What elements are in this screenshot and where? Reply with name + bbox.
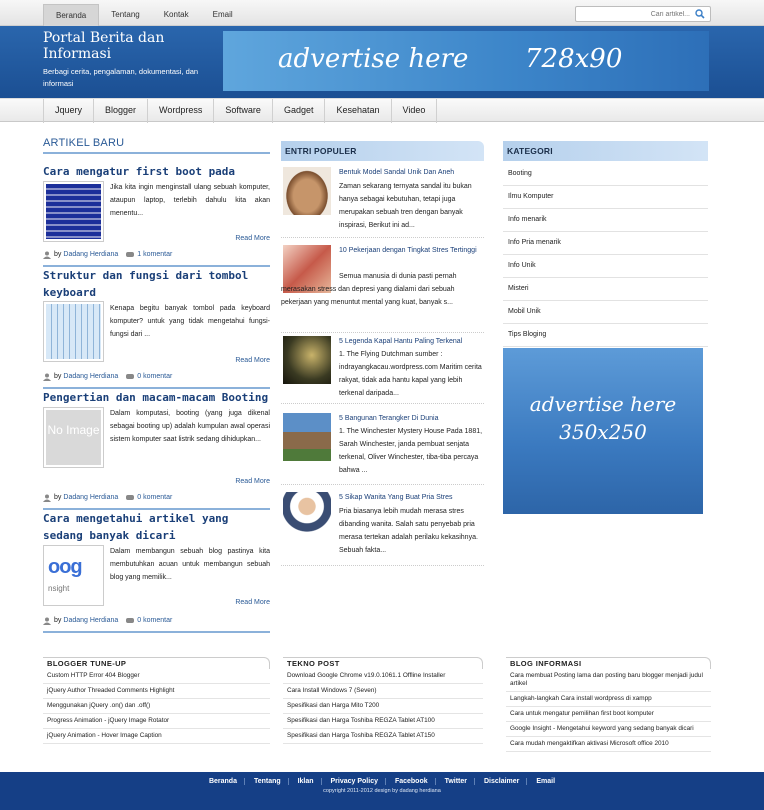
popular-post-excerpt: 1. The Winchester Mystery House Pada 1881, Sarah Winchester, janda pembuat senjata terkenal, Oliver Winchester, tiba-tiba percaya bahwa ... xyxy=(339,428,483,474)
popular-post-item xyxy=(281,241,484,333)
post-thumbnail-no-image[interactable] xyxy=(43,407,104,468)
site-tagline: Berbagi cerita, pengalaman, dokumentasi, dan informasi xyxy=(43,67,199,88)
category-heading: KATEGORI xyxy=(503,141,708,161)
post-item xyxy=(43,267,270,387)
footer-link-iklan[interactable]: Iklan xyxy=(291,778,322,785)
category-nav xyxy=(43,99,437,123)
footer-widget-link[interactable]: Spesifikasi dan Harga Toshiba REGZA Tablet AT150 xyxy=(283,729,483,744)
category-link[interactable]: Mobil Unik xyxy=(503,301,708,324)
post-title[interactable]: Cara mengatur first boot pada xyxy=(43,165,236,178)
category-nav-bar xyxy=(0,98,764,122)
popular-post-item xyxy=(281,332,484,404)
user-icon xyxy=(43,494,51,502)
search-box xyxy=(575,6,711,22)
post-excerpt: Jika kita ingin menginstall ulang sebuah komputer, ataupun laptop, terlebih dahulu kita akan menentu... xyxy=(110,184,270,217)
thumb-logo-subtext: nsight xyxy=(48,584,70,593)
by-label: by xyxy=(54,617,62,624)
footer-widget-link[interactable]: Spesifikasi dan Harga Mito T200 xyxy=(283,699,483,714)
popular-thumbnail-haunted-house[interactable] xyxy=(283,413,331,461)
popular-post-title[interactable]: 10 Pekerjaan dengan Tingkat Stres Tertinggi xyxy=(339,247,477,254)
post-meta xyxy=(43,251,270,267)
popular-post-item xyxy=(281,488,484,566)
ad-side-size: 350x250 xyxy=(559,420,647,444)
read-more-link[interactable]: Read More xyxy=(235,599,270,606)
catnav-wordpress[interactable]: Wordpress xyxy=(148,99,214,123)
author-link[interactable]: Dadang Herdiana xyxy=(63,494,119,501)
footer-widget-link[interactable]: Menggunakan jQuery .on() dan .off() xyxy=(43,699,270,714)
catnav-gadget[interactable]: Gadget xyxy=(273,99,326,123)
catnav-kesehatan[interactable]: Kesehatan xyxy=(325,99,391,123)
footer-widget-link[interactable]: Google Insight - Mengetahui keyword yang sedang banyak dicari xyxy=(506,722,711,737)
post-excerpt: Kenapa begitu banyak tombol pada keyboard komputer? untuk yang tidak mengetahui fungsi-fungsi dari ... xyxy=(110,305,270,338)
post-meta xyxy=(43,494,270,510)
user-icon xyxy=(43,251,51,259)
footer-widget-link[interactable]: jQuery Author Threaded Comments Highlight xyxy=(43,684,270,699)
footer-widget-link[interactable]: Progress Animation - jQuery Image Rotator xyxy=(43,714,270,729)
post-item xyxy=(43,163,270,283)
ad-banner-text: advertise here xyxy=(278,44,469,74)
site-header xyxy=(0,26,764,98)
popular-post-item xyxy=(281,163,484,238)
by-label: by xyxy=(54,373,62,380)
footer-widget-blog-informasi xyxy=(506,657,711,752)
author-link[interactable]: Dadang Herdiana xyxy=(63,251,119,258)
popular-post-excerpt: Pria biasanya lebih mudah merasa stres dibanding wanita. Salah satu penyebab pria merasa tertekan adalah perilaku kekasihnya. Sebuah fakta... xyxy=(339,508,478,554)
category-link[interactable]: Tips Bloging xyxy=(503,324,708,347)
by-label: by xyxy=(54,494,62,501)
top-nav xyxy=(43,4,245,26)
category-list xyxy=(503,161,708,347)
footer-link-twitter[interactable]: Twitter xyxy=(438,778,475,785)
site-title[interactable]: Portal Berita dan Informasi xyxy=(43,30,165,62)
user-icon xyxy=(43,373,51,381)
footer-widget-link[interactable]: Cara untuk mengatur pemilihan first boot komputer xyxy=(506,707,711,722)
read-more-link[interactable]: Read More xyxy=(235,235,270,242)
footer-widget-blogger-tuneup xyxy=(43,657,270,744)
topnav-beranda[interactable]: Beranda xyxy=(43,4,99,26)
topnav-tentang[interactable]: Tentang xyxy=(111,10,140,19)
footer-nav xyxy=(0,778,764,785)
post-thumbnail-bios[interactable] xyxy=(43,181,104,242)
search-icon[interactable] xyxy=(695,9,705,19)
recent-articles-heading: ARTIKEL BARU xyxy=(43,137,270,154)
post-title[interactable]: Pengertian dan macam-macam Booting xyxy=(43,391,269,404)
category-link[interactable]: Ilmu Komputer xyxy=(503,186,708,209)
popular-post-item xyxy=(281,409,484,485)
ad-banner-size: 728x90 xyxy=(525,44,623,74)
comment-count[interactable]: 1 komentar xyxy=(137,251,173,258)
footer-link-email[interactable]: Email xyxy=(536,778,556,785)
topnav-email[interactable]: Email xyxy=(212,10,233,19)
popular-thumbnail-ghost-ship[interactable] xyxy=(283,336,331,384)
author-link[interactable]: Dadang Herdiana xyxy=(63,617,119,624)
no-image-placeholder: No Image xyxy=(46,410,101,465)
popular-posts-column xyxy=(281,141,484,554)
post-excerpt: Dalam komputasi, booting (yang juga dikenal sebagai booting up) adalah kumpulan awal operasi sistem komputer saat listrik sedang dihidupkan... xyxy=(110,410,270,443)
popular-post-excerpt: Zaman sekarang ternyata sandal itu bukan hanya sebagai kebutuhan, tetapi juga merupakan sebuah tren dengan banyak inspirasi, Berikut ini ad... xyxy=(339,183,472,229)
popular-post-title[interactable]: 5 Sikap Wanita Yang Buat Pria Stres xyxy=(339,494,453,501)
footer-widget-link[interactable]: Custom HTTP Error 404 Blogger xyxy=(43,669,270,684)
post-excerpt: Dalam membangun sebuah blog pastinya kita membutuhkan acuan untuk membangun sebuah blog yang memilik... xyxy=(110,548,270,581)
comment-icon xyxy=(126,617,134,625)
post-meta xyxy=(43,373,270,389)
top-bar xyxy=(0,0,764,26)
read-more-link[interactable]: Read More xyxy=(235,478,270,485)
ad-banner-350x250[interactable] xyxy=(503,348,703,514)
footer-widget-link[interactable]: Cara Install Windows 7 (Seven) xyxy=(283,684,483,699)
footer-widget-tekno-post xyxy=(283,657,483,744)
category-link[interactable]: Misteri xyxy=(503,278,708,301)
popular-posts-heading: ENTRI POPULER xyxy=(281,141,484,161)
post-title[interactable]: Cara mengetahui artikel yang sedang banyak dicari xyxy=(43,512,229,542)
popular-post-title[interactable]: 5 Legenda Kapal Hantu Paling Terkenal xyxy=(339,338,463,345)
post-title[interactable]: Struktur dan fungsi dari tombol keyboard xyxy=(43,269,249,299)
category-column xyxy=(503,141,708,347)
site-footer xyxy=(0,772,764,810)
popular-post-excerpt: 1. The Flying Dutchman sumber : indrayangkacau.wordpress.com Maritim cerita rakyat, tidak ada hantu kapal yang lebih terkenal daripada... xyxy=(339,351,482,397)
comment-icon xyxy=(126,251,134,259)
popular-thumbnail-stress-man[interactable] xyxy=(283,492,331,540)
catnav-software[interactable]: Software xyxy=(214,99,273,123)
post-item xyxy=(43,510,270,635)
footer-widget-link[interactable]: Langkah-langkah Cara install wordpress di xampp xyxy=(506,692,711,707)
category-link[interactable]: Booting xyxy=(503,163,708,186)
footer-link-privacy-policy[interactable]: Privacy Policy xyxy=(324,778,386,785)
recent-articles-column xyxy=(43,137,270,624)
footer-widget-link[interactable]: jQuery Animation - Hover Image Caption xyxy=(43,729,270,744)
footer-link-facebook[interactable]: Facebook xyxy=(388,778,436,785)
footer-link-tentang[interactable]: Tentang xyxy=(247,778,289,785)
popular-post-title[interactable]: Bentuk Model Sandal Unik Dan Aneh xyxy=(339,169,455,176)
post-item xyxy=(43,389,270,509)
catnav-blogger[interactable]: Blogger xyxy=(94,99,148,123)
copyright-text: copyright 2011-2012 design by dadang herdiana xyxy=(323,788,441,794)
catnav-jquery[interactable]: Jquery xyxy=(44,99,94,123)
comment-icon xyxy=(126,373,134,381)
footer-widget-link[interactable]: Download Google Chrome v19.0.1061.1 Offline Installer xyxy=(283,669,483,684)
post-thumbnail-keyboard[interactable] xyxy=(43,301,104,362)
popular-post-excerpt: Semua manusia di dunia pasti pernah merasakan stress dan depresi yang dialami dari sebuah pekerjaan yang menuntut mental yang kuat, banyak s... xyxy=(281,273,457,306)
ad-side-text: advertise here xyxy=(529,392,677,416)
post-meta xyxy=(43,617,270,633)
footer-widget-link[interactable]: Cara membuat Posting lama dan posting baru blogger menjadi judul artikel xyxy=(506,669,711,692)
category-link[interactable]: Info Unik xyxy=(503,255,708,278)
footer-widget-heading: TEKNO POST xyxy=(283,657,483,669)
by-label: by xyxy=(54,251,62,258)
search-input[interactable] xyxy=(580,9,690,20)
footer-link-disclaimer[interactable]: Disclaimer xyxy=(477,778,527,785)
user-icon xyxy=(43,617,51,625)
post-thumbnail-google-insight[interactable] xyxy=(43,545,104,606)
popular-thumbnail-sandal[interactable] xyxy=(283,167,331,215)
comment-icon xyxy=(126,494,134,502)
comment-count[interactable]: 0 komentar xyxy=(137,617,173,624)
catnav-video[interactable]: Video xyxy=(392,99,438,123)
comment-count[interactable]: 0 komentar xyxy=(137,494,173,501)
category-link[interactable]: Info Pria menarik xyxy=(503,232,708,255)
footer-widget-heading: BLOGGER TUNE-UP xyxy=(43,657,270,669)
footer-widget-heading: BLOG INFORMASI xyxy=(506,657,711,669)
footer-widget-link[interactable]: Cara mudah mengaktifkan aktivasi Microsoft office 2010 xyxy=(506,737,711,752)
author-link[interactable]: Dadang Herdiana xyxy=(63,373,119,380)
footer-widget-link[interactable]: Spesifikasi dan Harga Toshiba REGZA Tablet AT100 xyxy=(283,714,483,729)
footer-link-beranda[interactable]: Beranda xyxy=(202,778,245,785)
popular-post-title[interactable]: 5 Bangunan Terangker Di Dunia xyxy=(339,415,439,422)
thumb-logo-text: oog xyxy=(48,556,82,578)
category-link[interactable]: Info menarik xyxy=(503,209,708,232)
topnav-kontak[interactable]: Kontak xyxy=(163,10,189,19)
comment-count[interactable]: 0 komentar xyxy=(137,373,173,380)
read-more-link[interactable]: Read More xyxy=(235,357,270,364)
ad-banner-728x90[interactable] xyxy=(223,31,709,91)
